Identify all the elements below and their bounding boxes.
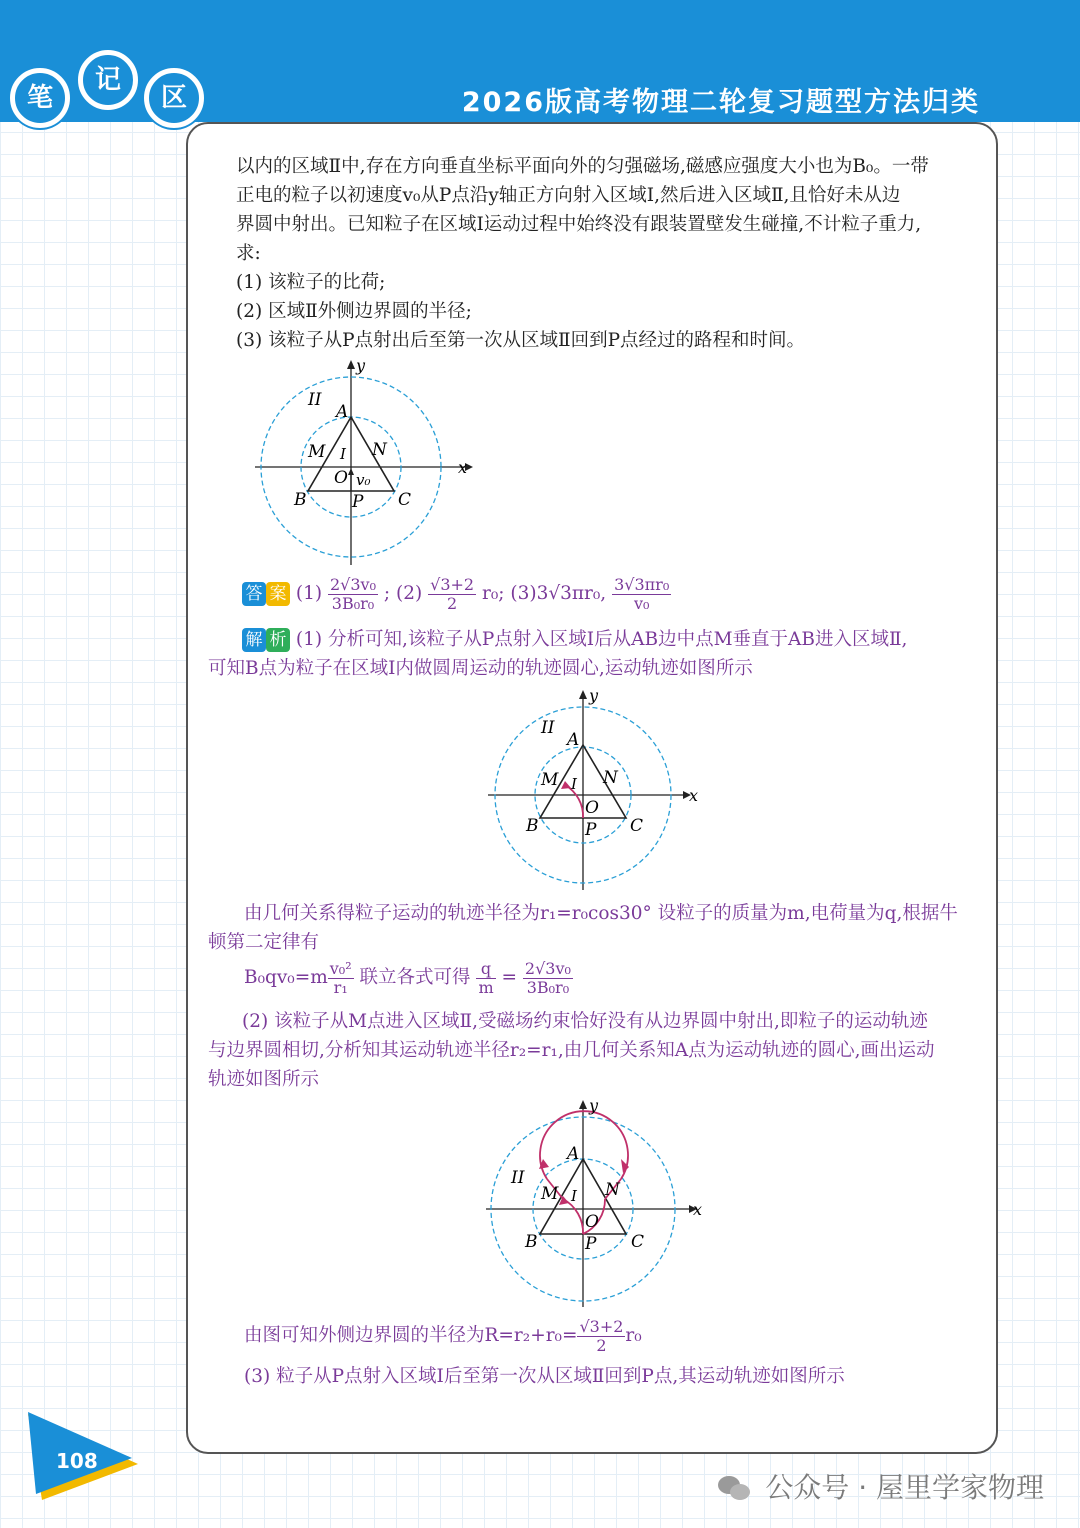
label-region1: I (340, 445, 346, 463)
label-y: y (356, 356, 366, 375)
analysis-line-6: 与边界圆相切,分析知其运动轨迹半径r₂=r₁,由几何关系知A点为运动轨迹的圆心,画出运动 (208, 1040, 935, 1061)
outer-radius-result (244, 1318, 984, 1354)
problem-line: 求: (236, 243, 261, 264)
eq-f1-den: r₁ (333, 977, 348, 997)
label-B: B (526, 816, 539, 836)
answer-f1-num: 2√3v₀ (330, 575, 377, 594)
problem-line: 界圆中射出。已知粒子在区域Ⅰ运动过程中始终没有跟装置壁发生碰撞,不计粒子重力, (236, 214, 922, 235)
figure-problem (250, 355, 475, 570)
label-P: P (352, 492, 364, 512)
eq-f3-num: 2√3v₀ (524, 959, 571, 978)
label-v0: v₀ (356, 471, 371, 489)
analysis-part1-derivation (208, 899, 983, 957)
radius-f-den: 2 (596, 1335, 607, 1355)
label-x: x (689, 786, 699, 805)
eq-fraction-1 (328, 960, 354, 996)
page-number-triangle (28, 1412, 143, 1502)
page-number-badge (28, 1412, 143, 1506)
answer-f2-num: √3+2 (430, 575, 475, 594)
label-P: P (585, 1234, 597, 1254)
answer-f1-den: 3B₀r₀ (331, 593, 375, 613)
figure-trajectory-1 (485, 685, 700, 895)
watermark (718, 1466, 1044, 1506)
eq-mid: 联立各式可得 (359, 967, 471, 989)
problem-text (236, 152, 976, 355)
y-arrow-icon (579, 1100, 587, 1109)
label-B: B (525, 1232, 538, 1252)
analysis-intro (208, 625, 983, 683)
label-B: B (294, 490, 307, 510)
answer-fraction-2 (428, 576, 476, 612)
page-number: 108 (56, 1449, 98, 1473)
answer-part1: (1) (295, 583, 323, 605)
analysis-line-2: 可知B点为粒子在区域Ⅰ内做圆周运动的轨迹圆心,运动轨迹如图所示 (208, 658, 753, 679)
analysis-line-8-post: r₀ (625, 1325, 642, 1347)
analysis-line-8-pre: 由图可知外侧边界圆的半径为R=r₂+r₀= (244, 1325, 578, 1347)
answer-tag-1: 答 (242, 582, 266, 606)
analysis-line-7: 轨迹如图所示 (208, 1069, 320, 1090)
label-y: y (589, 686, 599, 705)
label-C: C (398, 490, 412, 510)
question-3: (3) 该粒子从P点射出后至第一次从区域Ⅱ回到P点经过的路程和时间。 (236, 330, 806, 351)
y-arrow-icon (579, 690, 587, 699)
eq-left: B₀qv₀=m (244, 967, 328, 989)
label-O: O (585, 798, 599, 818)
answer-f3-num: 3√3πr₀ (614, 575, 670, 594)
eq-f2-num: q (476, 960, 495, 979)
label-x: x (693, 1200, 703, 1219)
answer-row (242, 576, 982, 612)
radius-fraction (577, 1318, 625, 1354)
answer-fraction-1 (328, 576, 378, 612)
label-A: A (567, 730, 580, 750)
answer-part3: r₀; (3)3√3πr₀, (481, 583, 607, 605)
y-arrow-icon (347, 360, 355, 369)
answer-f3-den: v₀ (633, 593, 650, 613)
watermark-text: 公众号 · 屋里学家物理 (765, 1471, 1044, 1504)
question-2: (2) 区域Ⅱ外侧边界圆的半径; (236, 301, 472, 322)
analysis-part2 (208, 1007, 983, 1094)
analysis-line-9: (3) 粒子从P点射入区域Ⅰ后至第一次从区域Ⅱ回到P点,其运动轨迹如图所示 (244, 1366, 845, 1387)
label-M: M (308, 442, 326, 462)
label-N: N (605, 1180, 620, 1200)
label-C: C (630, 816, 644, 836)
analysis-tag-1: 解 (242, 628, 266, 652)
notes-bubble-3: 区 (144, 68, 204, 128)
label-y: y (589, 1096, 599, 1115)
label-O: O (585, 1212, 599, 1232)
label-region1: I (571, 775, 577, 793)
label-M: M (541, 770, 559, 790)
label-O: O (334, 468, 348, 488)
analysis-tag-2: 析 (266, 628, 290, 652)
answer-part2: ; (2) (383, 583, 423, 605)
eq-fraction-3 (523, 960, 573, 996)
eq-f3-den: 3B₀r₀ (526, 977, 570, 997)
header-bar (0, 0, 1080, 122)
label-N: N (603, 768, 618, 788)
radius-f-num: √3+2 (579, 1317, 624, 1336)
notes-bubble-1: 笔 (10, 68, 70, 128)
answer-f2-den: 2 (447, 593, 458, 613)
analysis-line-3: 由几何关系得粒子运动的轨迹半径为r₁=r₀cos30° 设粒子的质量为m,电荷量为q,根据牛 (244, 903, 958, 924)
book-title: 2026版高考物理二轮复习题型方法归类 (461, 87, 980, 118)
label-region1: I (571, 1187, 577, 1205)
question-1: (1) 该粒子的比荷; (236, 272, 386, 293)
trajectory-arrow-icon (561, 781, 571, 789)
analysis-first-line (208, 625, 983, 654)
wechat-icon (718, 1476, 750, 1502)
v0-arrow-icon (348, 468, 354, 475)
analysis-line-4: 顿第二定律有 (208, 932, 320, 953)
label-region2: II (541, 718, 555, 738)
label-x: x (458, 458, 468, 477)
eq-fraction-2 (476, 960, 495, 996)
label-M: M (541, 1184, 559, 1204)
equation-row (244, 960, 984, 996)
answer-tag-2: 案 (266, 582, 290, 606)
label-A: A (567, 1144, 580, 1164)
problem-line: 以内的区域Ⅱ中,存在方向垂直坐标平面向外的匀强磁场,磁感应强度大小也为B₀。一带 (236, 156, 929, 177)
eq-f2-den: m (478, 977, 494, 997)
label-N: N (372, 440, 387, 460)
eq-f1-num: v₀² (329, 959, 352, 978)
eq-equals: = (501, 967, 518, 989)
label-C: C (631, 1232, 645, 1252)
label-A: A (336, 402, 349, 422)
analysis-line-1: (1) 分析可知,该粒子从P点射入区域Ⅰ后从AB边中点M垂直于AB进入区域Ⅱ, (295, 629, 908, 650)
figure-trajectory-2 (483, 1095, 708, 1315)
label-region2: II (511, 1168, 525, 1188)
notes-bubble-2: 记 (78, 50, 138, 110)
label-P: P (585, 820, 597, 840)
analysis-line-5: (2) 该粒子从M点进入区域Ⅱ,受磁场约束恰好没有从边界圆中射出,即粒子的运动轨迹 (242, 1011, 928, 1032)
label-region2: II (308, 390, 322, 410)
problem-line: 正电的粒子以初速度v₀从P点沿y轴正方向射入区域Ⅰ,然后进入区域Ⅱ,且恰好未从边 (236, 185, 901, 206)
answer-fraction-3 (612, 576, 671, 612)
